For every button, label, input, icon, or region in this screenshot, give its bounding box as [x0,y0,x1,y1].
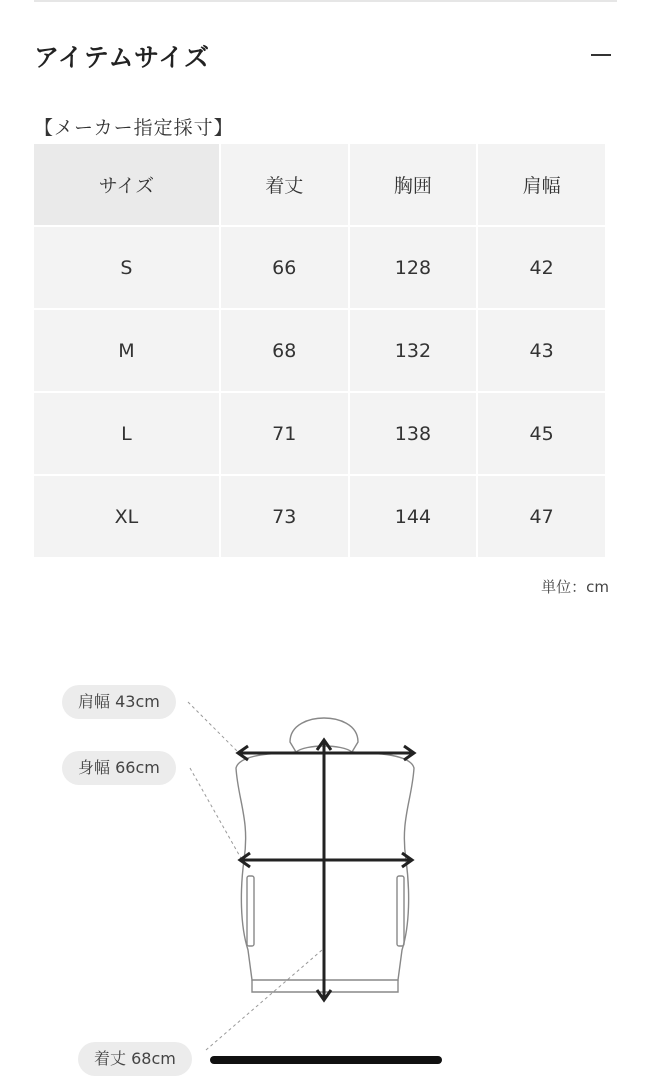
body-width-label: 身幅 66cm [62,751,176,785]
size-cell: L [34,393,219,474]
header-chest: 胸囲 [350,144,477,225]
chest-arrow-icon [240,853,412,867]
chest-cell: 138 [350,393,477,474]
size-cell: M [34,310,219,391]
shoulder-cell: 43 [478,310,605,391]
shoulder-cell: 42 [478,227,605,308]
table-row [34,476,605,557]
length-arrow-icon [317,740,331,1000]
table-row [34,310,605,391]
section-title: アイテムサイズ [34,43,211,72]
top-divider [34,0,617,2]
header-length: 着丈 [221,144,348,225]
length-cell: 71 [221,393,348,474]
size-table [32,142,607,559]
length-cell: 68 [221,310,348,391]
table-row [34,227,605,308]
unit-note: 単位：cm [541,578,609,596]
size-cell: S [34,227,219,308]
chest-cell: 132 [350,310,477,391]
chest-cell: 144 [350,476,477,557]
table-row [34,393,605,474]
shoulder-label: 肩幅 43cm [62,685,176,719]
length-cell: 73 [221,476,348,557]
size-cell: XL [34,476,219,557]
length-cell: 66 [221,227,348,308]
chest-cell: 128 [350,227,477,308]
item-size-header[interactable] [34,34,617,74]
shoulder-arrow-icon [238,746,414,760]
length-label: 着丈 68cm [78,1042,192,1076]
table-header-row [34,144,605,225]
header-shoulder: 肩幅 [478,144,605,225]
header-size: サイズ [34,144,219,225]
home-indicator[interactable] [210,1056,442,1064]
measurement-diagram [0,650,651,1080]
shoulder-cell: 45 [478,393,605,474]
maker-measurement-note: 【メーカー指定採寸】 [34,117,234,139]
minus-icon[interactable] [591,48,611,68]
shoulder-cell: 47 [478,476,605,557]
